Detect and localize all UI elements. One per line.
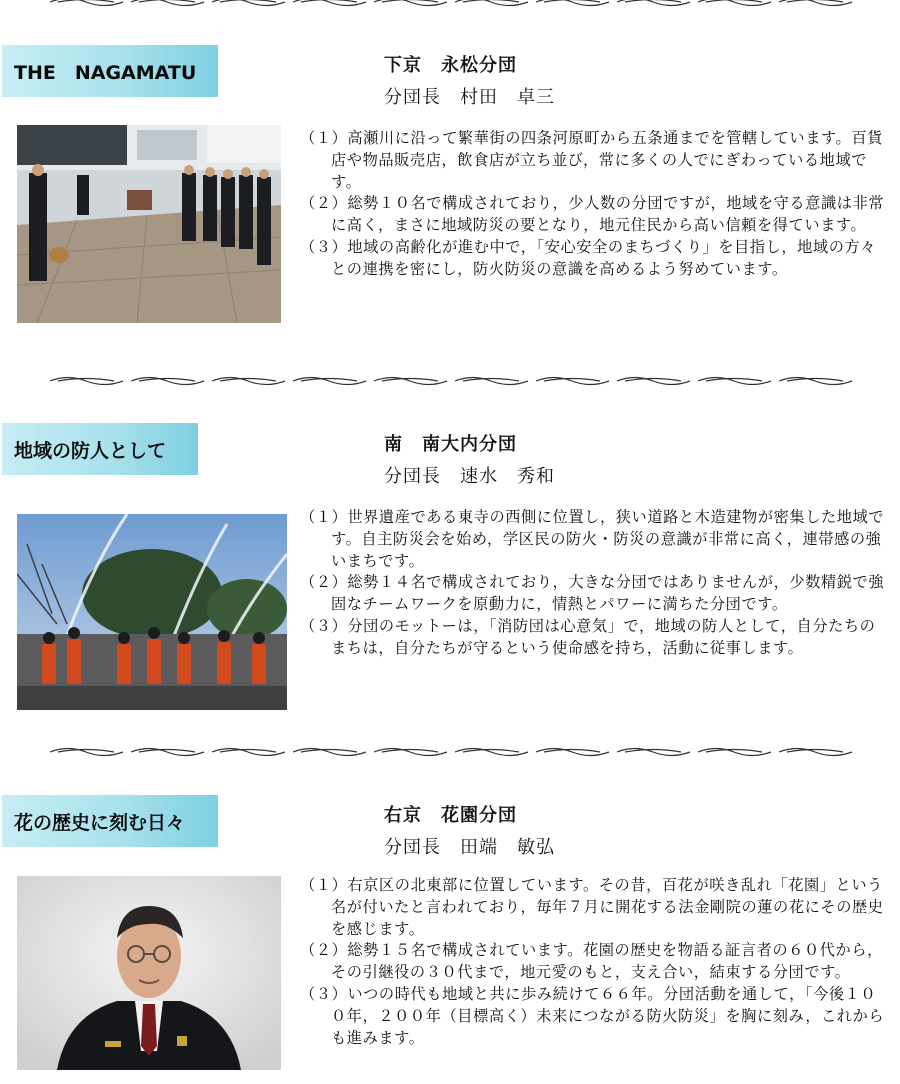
ornamental-divider-2	[46, 746, 858, 758]
branch-leader: 分団長 速水 秀和	[384, 466, 555, 487]
branch-leader: 分団長 村田 卓三	[384, 87, 555, 108]
water-spray-drill-photo	[17, 514, 287, 710]
section-tag: 地域の防人として	[2, 423, 198, 475]
branch-leader: 分団長 田端 敏弘	[384, 837, 555, 858]
description-item: （１）高瀬川に沿って繁華街の四条河原町から五条通までを管轄しています。百貨店や物品販売店，飲食店が立ち並び，常に多くの人でにぎわっている地域です。	[300, 129, 883, 191]
section-tag: 花の歴史に刻む日々	[2, 795, 218, 847]
description-item: （２）総勢１５名で構成されています。花園の歴史を物語る証言者の６０代から，その引継役の３０代まで，地元愛のもと，支え合い，結束する分団です。	[300, 941, 883, 982]
section-description	[300, 875, 890, 1049]
section-description	[300, 128, 890, 281]
section-tag: THE NAGAMATU	[2, 45, 218, 97]
description-item: （１）右京区の北東部に位置しています。その昔，百花が咲き乱れ「花園」という名が付いたと言われており，毎年７月に開花する法金剛院の蓮の花にその歴史を感じます。	[300, 876, 884, 938]
description-item: （３）分団のモットーは，「消防団は心意気」で，地域の防人として，自分たちのまちは，自分たちが守るという使命感を持ち，活動に従事します。	[300, 616, 876, 657]
description-item: （３）地域の高齢化が進む中で，「安心安全のまちづくり」を目指し，地域の方々との連携を密にし，防火防災の意識を高めるよう努めています。	[300, 237, 877, 278]
section-description	[300, 507, 890, 660]
firefighters-inspection-photo	[17, 125, 281, 323]
ornamental-divider-top	[46, 0, 858, 8]
branch-name: 下京 永松分団	[384, 55, 517, 76]
description-item: （２）総勢１０名で構成されており，少人数の分団ですが，地域を守る意識は非常に高く，まさに地域防災の要となり，地元住民から高い信頼を得ています。	[300, 194, 885, 235]
description-item: （３）いつの時代も地域と共に歩み続けて６６年。分団活動を通して，「今後１００年，２００年（目標高く）未来につながる防火防災」を胸に刻み，これからも進みます。	[300, 984, 885, 1047]
branch-name: 右京 花園分団	[384, 805, 517, 826]
branch-name: 南 南大内分団	[384, 434, 517, 455]
description-item: （２）総勢１４名で構成されており，大きな分団ではありませんが，少数精鋭で強固なチームワークを原動力に，情熱とパワーに満ちた分団です。	[300, 573, 885, 614]
ornamental-divider-1	[46, 375, 858, 387]
description-item: （１）世界遺産である東寺の西側に位置し，狭い道路と木造建物が密集した地域です。自主防災会を始め，学区民の防火・防災の意識が非常に高く，連帯感の強いまちです。	[300, 508, 885, 570]
leader-portrait-photo	[17, 876, 281, 1070]
